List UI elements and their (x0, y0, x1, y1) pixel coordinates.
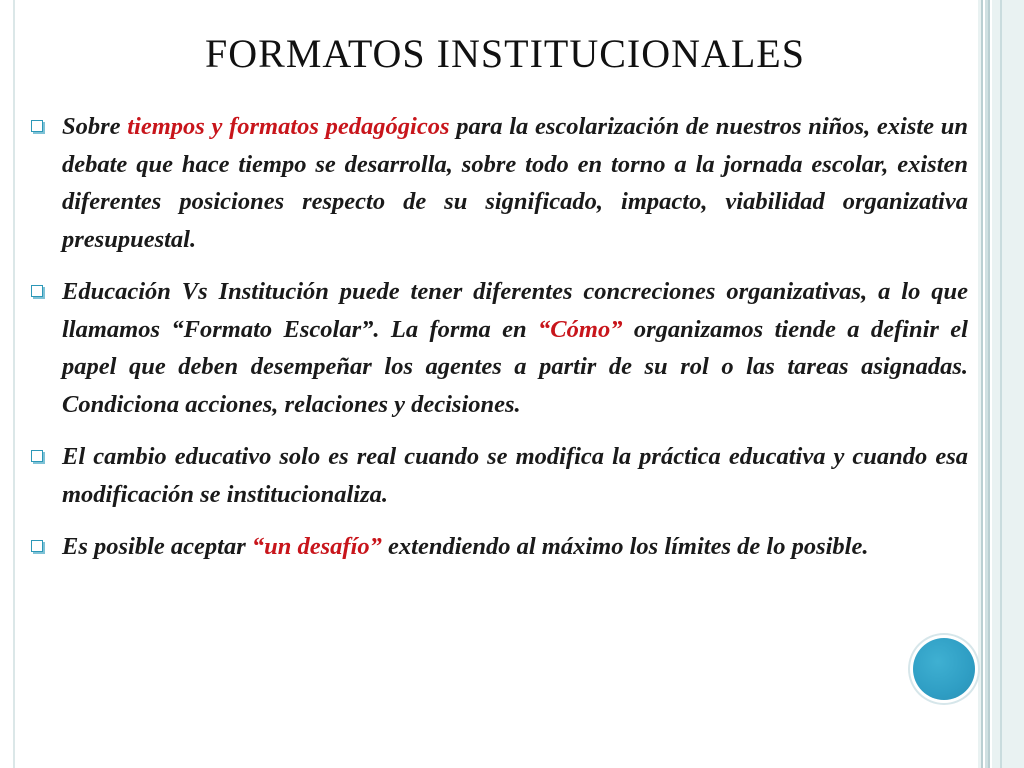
bullet-text-segment: Educación Vs Institución puede tener diferentes concreciones organizativas, a lo que llamamos “Formato Escolar”. La forma en (62, 278, 968, 343)
bullet-text-segment: Sobre (62, 113, 128, 140)
circle-decoration (913, 638, 975, 700)
right-decorative-line (981, 0, 983, 768)
bullet-text (62, 273, 968, 423)
highlighted-phrase: tiempos y formatos pedagógicos (127, 113, 450, 140)
highlighted-phrase: “Cómo” (538, 315, 623, 343)
bullet-text (62, 438, 968, 513)
bullet-item (28, 273, 968, 423)
bullet-text (62, 528, 968, 566)
bullet-item (28, 438, 968, 513)
right-decorative-line (988, 0, 990, 768)
square-bullet-icon (31, 285, 43, 297)
square-bullet-icon (31, 540, 43, 552)
bullet-text-segment: organizamos tiende a definir el papel que deben desempeñar los agentes a partir de su rol o las tareas asignadas. Condiciona acciones, relaciones y decisiones. (62, 315, 968, 418)
bullet-text-segment: Es posible aceptar (62, 533, 252, 560)
square-bullet-icon (31, 450, 43, 462)
bullet-text-segment: extendiendo al máximo los límites de lo posible. (381, 533, 869, 560)
right-decorative-line (1000, 0, 1002, 768)
bullet-text-segment: El cambio educativo solo es real cuando se modifica la práctica educativa y cuando esa modificación se institucionaliza. (62, 443, 968, 508)
bullet-item (28, 528, 968, 566)
square-bullet-icon (31, 120, 43, 132)
bullet-list (28, 108, 968, 566)
bullet-text (62, 108, 968, 258)
highlighted-phrase: “un desafío” (251, 533, 382, 560)
bullet-text-segment: para la escolarización de nuestros niños, existe un debate que hace tiempo se desarrolla, sobre todo en torno a la jornada escolar, existen diferentes posiciones respecto de su significado, impacto, viabilidad organizativa presupuestal. (62, 113, 969, 253)
bullet-item (28, 108, 968, 258)
slide-title: FORMATOS INSTITUCIONALES (205, 31, 805, 76)
left-decorative-rule (13, 0, 15, 768)
